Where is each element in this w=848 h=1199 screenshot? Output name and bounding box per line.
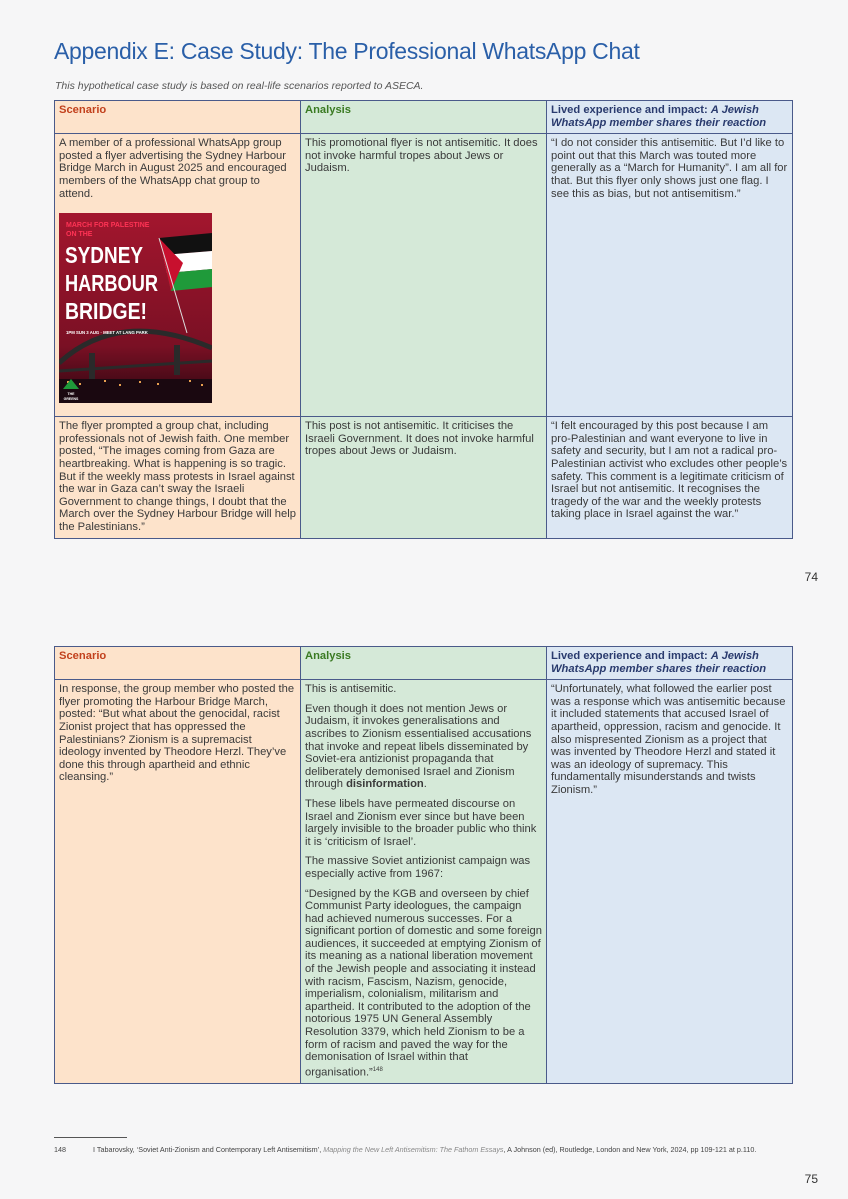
flyer-line-1: MARCH FOR PALESTINE xyxy=(66,222,150,230)
flyer-details: 1PM SUN 3 AUG · MEET AT LANG PARK xyxy=(66,330,148,336)
case-study-table-2 xyxy=(54,646,793,1084)
analysis-paragraph: This is antisemitic. xyxy=(305,683,397,696)
table-header-row xyxy=(55,101,793,134)
footnote-divider xyxy=(54,1137,127,1138)
page-subtitle: This hypothetical case study is based on real-life scenarios reported to ASECA. xyxy=(55,80,424,92)
table-row xyxy=(55,417,793,538)
flyer-line-5: BRIDGE! xyxy=(65,298,147,325)
analysis-paragraph: These libels have permeated discourse on Israel and Zionism ever since but have been largely invisible to the broader public who think it is ‘criticism of Israel’. xyxy=(305,797,537,848)
greens-logo-bottom: GREENS xyxy=(63,397,79,402)
greens-logo-top: THE xyxy=(67,392,75,397)
footnote: 148 I Tabarovsky, ‘Soviet Anti-Zionism and Contemporary Left Antisemitism’, Mapping the New Left Antisemitism: The Fathom Essays, A Johnson (ed), Routledge, London and New York, 2024, pp 109-121 at p.110. xyxy=(54,1145,757,1154)
header-scenario: Scenario xyxy=(55,647,301,680)
disinformation-emphasis: disinformation xyxy=(346,778,424,791)
analysis-cell xyxy=(301,680,547,1084)
header-analysis: Analysis xyxy=(301,101,547,134)
page-number: 75 xyxy=(804,1172,818,1186)
header-lived-experience: Lived experience and impact: A Jewish WhatsApp member shares their reaction xyxy=(547,647,793,680)
page-number: 74 xyxy=(804,570,818,584)
analysis-paragraph: The massive Soviet antizionist campaign was especially active from 1967: xyxy=(305,855,531,880)
scenario-cell xyxy=(55,134,301,417)
flyer-line-3: SYDNEY xyxy=(65,242,143,269)
scenario-text: A member of a professional WhatsApp group posted a flyer advertising the Sydney Harbour Bridge March in August 2025 and encouraged members of the WhatsApp chat group to attend. xyxy=(59,137,287,200)
flyer-line-4: HARBOUR xyxy=(65,270,159,297)
case-study-table-1 xyxy=(54,100,793,539)
analysis-quote: “Designed by the KGB and overseen by chief Communist Party ideologues, the campaign had achieved numerous successes. For a significant portion of domestic and some foreign audiences, it succeeded at emptying Zionism of its meaning as a national liberation movement of the Jewish people and associating it instead with racism, Fascism, Nazism, genocide, imperialism, colonialism, militarism and apartheid. It contributed to the adoption of the notorious 1975 UN General Assembly Resolution 3379, which held Zionism to be a form of racism and paved the way for the demonisation of Israel within that organisation.”$^{148}$ xyxy=(305,887,542,1079)
table-row xyxy=(55,680,793,1084)
march-flyer-image xyxy=(59,213,212,403)
table-header-row xyxy=(55,647,793,680)
lived-experience-cell: “Unfortunately, what followed the earlier post was a response which was antisemitic because it included statements that accused Israel of apartheid, oppression, racism and genocide. It also mispresented Zionism as a project that was invented by Theodore Herzl and stated it was an ideology of supremacy. This fundamentally misunderstands and twists Zionism.” xyxy=(547,680,793,1084)
header-lived-experience: Lived experience and impact: A Jewish WhatsApp member shares their reaction xyxy=(547,101,793,134)
scenario-cell: The flyer prompted a group chat, including professionals not of Jewish faith. One member posted, “The images coming from Gaza are heartbreaking. What is happening is so tragic. But if the weekly mass protests in Israel against the war in Gaza can’t sway the Israeli Government to change things, I doubt that the March over the Sydney Harbour Bridge will help the Palestinians.” xyxy=(55,417,301,538)
analysis-cell: This post is not antisemitic. It criticises the Israeli Government. It does not invoke harmful tropes about Jews or Judaism. xyxy=(301,417,547,538)
analysis-cell: This promotional flyer is not antisemitic. It does not invoke harmful tropes about Jews or Judaism. xyxy=(301,134,547,417)
lived-experience-cell: “I do not consider this antisemitic. But I’d like to point out that this March was touted more generally as a “March for Humanity”. I am all for that. But this flyer only shows just one flag. I see this as bias, but not antisemitism.” xyxy=(547,134,793,417)
footnote-ref[interactable]: 148 xyxy=(372,1066,383,1073)
footnote-number: 148 xyxy=(54,1145,66,1154)
header-analysis: Analysis xyxy=(301,647,547,680)
analysis-paragraph: Even though it does not mention Jews or Judaism, it invokes generalisations and ascribes to Zionism essentialised accusations that invoke and repeat libels disseminated by Soviet-era antizionist propaganda that deliberately demonised Israel and Zionism through disinformation. xyxy=(305,702,532,791)
scenario-cell: In response, the group member who posted the flyer promoting the Harbour Bridge March, posted: “But what about the genocidal, racist Zionist project that has oppressed the Palestinians? Zionism is a supremacist ideology invented by Theodore Herzl. They’ve done this through apartheid and ethnic cleansing.” xyxy=(55,680,301,1084)
table-row xyxy=(55,134,793,417)
lived-experience-cell: “I felt encouraged by this post because I am pro-Palestinian and want everyone to live in safety and security, but I am not a radical pro-Palestinian activist who excludes other people’s safety. This comment is a legitimate criticism of Israel but not antisemitic. It recognises the tragedy of the war and the weekly protests taking place in Israel against the war.” xyxy=(547,417,793,538)
header-scenario: Scenario xyxy=(55,101,301,134)
page-title: Appendix E: Case Study: The Professional WhatsApp Chat xyxy=(54,38,640,64)
flyer-line-2: ON THE xyxy=(66,231,93,239)
